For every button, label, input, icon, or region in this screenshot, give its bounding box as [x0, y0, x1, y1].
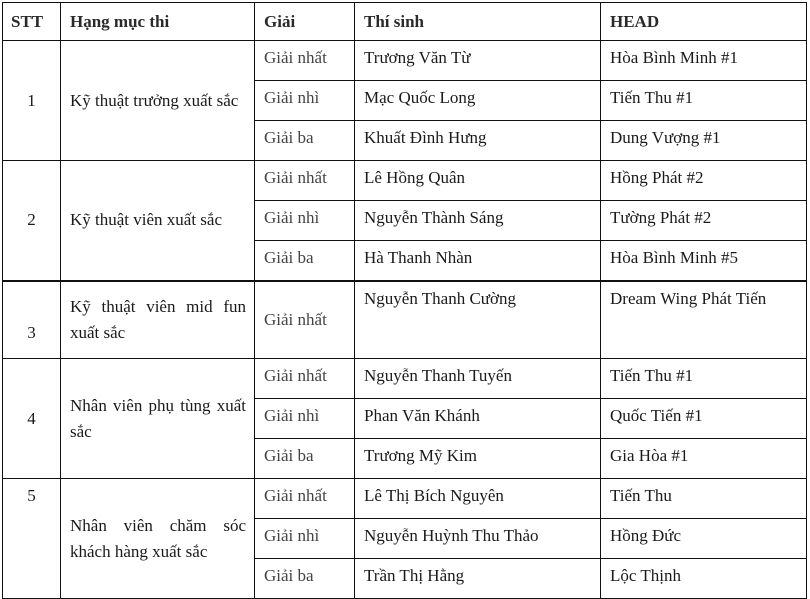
contestant-cell: Nguyễn Thanh Tuyến: [355, 359, 601, 399]
header-category: Hạng mục thi: [61, 3, 255, 41]
head-cell: Lộc Thịnh: [601, 559, 807, 599]
header-head: HEAD: [601, 3, 807, 41]
prize-cell: Giải ba: [255, 241, 355, 281]
contestant-cell: Lê Hồng Quân: [355, 161, 601, 201]
head-cell: Tiến Thu #1: [601, 81, 807, 121]
contestant-cell: Nguyễn Thành Sáng: [355, 201, 601, 241]
head-cell: Hòa Bình Minh #5: [601, 241, 807, 281]
prize-cell: Giải nhất: [255, 41, 355, 81]
category-cell: Nhân viên phụ tùng xuất sắc: [61, 359, 255, 479]
stt-cell: 1: [3, 41, 61, 161]
contestant-cell: Trương Văn Từ: [355, 41, 601, 81]
contestant-cell: Phan Văn Khánh: [355, 399, 601, 439]
prize-cell: Giải nhất: [255, 479, 355, 519]
stt-cell: 3: [3, 281, 61, 359]
head-cell: Tiến Thu: [601, 479, 807, 519]
contestant-cell: Hà Thanh Nhàn: [355, 241, 601, 281]
header-prize: Giải: [255, 3, 355, 41]
head-cell: Tường Phát #2: [601, 201, 807, 241]
head-cell: Dream Wing Phát Tiến: [601, 281, 807, 359]
table-row: [3, 281, 807, 359]
contestant-cell: Trương Mỹ Kim: [355, 439, 601, 479]
header-stt: STT: [3, 3, 61, 41]
stt-cell: 5: [3, 479, 61, 599]
prize-cell: Giải nhất: [255, 161, 355, 201]
contestant-cell: Trần Thị Hằng: [355, 559, 601, 599]
contestant-cell: Khuất Đình Hưng: [355, 121, 601, 161]
awards-table: [2, 2, 807, 599]
category-cell: Kỹ thuật viên xuất sắc: [61, 161, 255, 281]
contestant-cell: Lê Thị Bích Nguyên: [355, 479, 601, 519]
table-row: [3, 161, 807, 201]
prize-cell: Giải nhất: [255, 359, 355, 399]
stt-cell: 2: [3, 161, 61, 281]
category-cell: Nhân viên chăm sóc khách hàng xuất sắc: [61, 479, 255, 599]
contestant-cell: Mạc Quốc Long: [355, 81, 601, 121]
head-cell: Hồng Phát #2: [601, 161, 807, 201]
contestant-cell: Nguyễn Thanh Cường: [355, 281, 601, 359]
prize-cell: Giải nhì: [255, 399, 355, 439]
table-row: [3, 41, 807, 81]
header-row: [3, 3, 807, 41]
contestant-cell: Nguyễn Huỳnh Thu Thảo: [355, 519, 601, 559]
header-contestant: Thí sinh: [355, 3, 601, 41]
prize-cell: Giải nhất: [255, 281, 355, 359]
head-cell: Quốc Tiến #1: [601, 399, 807, 439]
stt-cell: 4: [3, 359, 61, 479]
category-cell: Kỹ thuật viên mid fun xuất sắc: [61, 281, 255, 359]
prize-cell: Giải nhì: [255, 201, 355, 241]
prize-cell: Giải ba: [255, 439, 355, 479]
head-cell: Dung Vượng #1: [601, 121, 807, 161]
prize-cell: Giải ba: [255, 559, 355, 599]
prize-cell: Giải ba: [255, 121, 355, 161]
head-cell: Hồng Đức: [601, 519, 807, 559]
head-cell: Tiến Thu #1: [601, 359, 807, 399]
head-cell: Hòa Bình Minh #1: [601, 41, 807, 81]
table-row: [3, 479, 807, 519]
head-cell: Gia Hòa #1: [601, 439, 807, 479]
category-cell: Kỹ thuật trưởng xuất sắc: [61, 41, 255, 161]
prize-cell: Giải nhì: [255, 519, 355, 559]
prize-cell: Giải nhì: [255, 81, 355, 121]
table-row: [3, 359, 807, 399]
